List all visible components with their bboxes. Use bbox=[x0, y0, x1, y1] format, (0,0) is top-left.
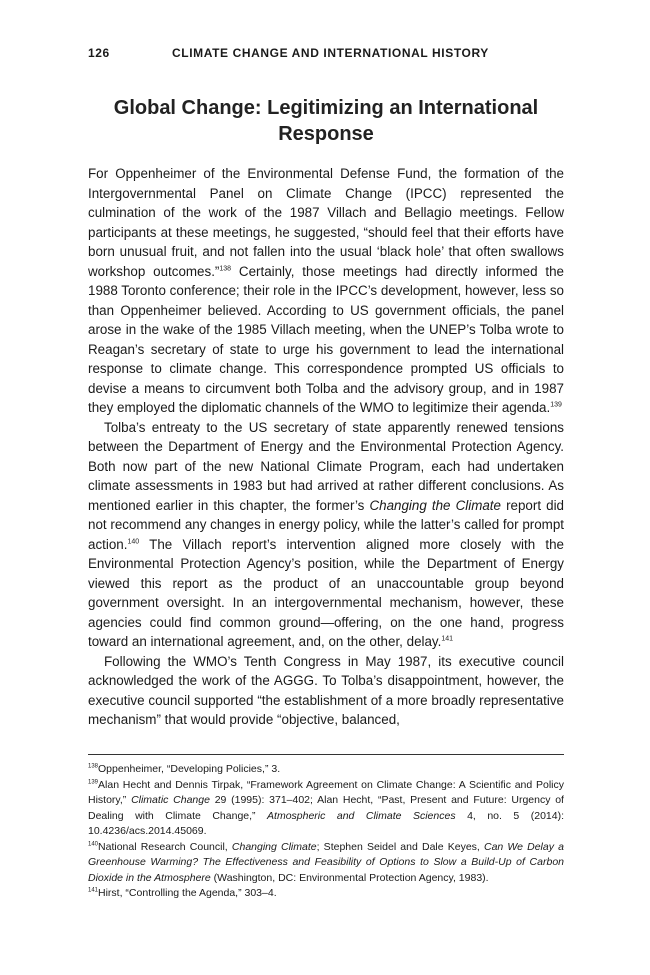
report-title: Changing the Climate bbox=[369, 497, 501, 513]
footnote-number: 138 bbox=[88, 763, 99, 770]
footnote-139 bbox=[88, 778, 564, 840]
footnote-text: Hirst, “Controlling the Agenda,” 303–4. bbox=[98, 887, 277, 899]
footnote-text: 29 (1995): 371–402; Alan Hecht, “Past, Present and Future: Urgency of Dealing with Climate Change,” bbox=[88, 794, 564, 822]
section-heading bbox=[88, 95, 564, 147]
footnote-ref[interactable]: 140 bbox=[127, 538, 140, 546]
footnote-ref[interactable]: 141 bbox=[441, 635, 454, 643]
body-text bbox=[88, 164, 564, 730]
footnote-text: (Washington, DC: Environmental Protection Agency, 1983). bbox=[210, 871, 489, 884]
footnote-divider bbox=[88, 754, 564, 755]
running-title: CLIMATE CHANGE AND INTERNATIONAL HISTORY bbox=[172, 46, 489, 60]
paragraph-text: The Villach report’s intervention aligned more closely with the Environmental Protection Agency’s position, while the Department of Energy viewed this report as the product of an unaccountable group beyond government oversight. In an intergovernmental mechanism, however, these agencies could find common ground—offering, on the one hand, progress toward an international agreement, and, on the other, delay. bbox=[88, 536, 564, 649]
book-title: Changing Climate bbox=[231, 840, 317, 853]
footnote-text: Oppenheimer, “Developing Policies,” 3. bbox=[98, 763, 281, 775]
paragraph-2 bbox=[88, 418, 564, 652]
paragraph-1 bbox=[88, 164, 564, 418]
footnote-140 bbox=[88, 840, 564, 887]
section-heading-line-2: Response bbox=[278, 123, 374, 145]
journal-title: Atmospheric and Climate Sciences bbox=[267, 809, 456, 822]
footnote-ref[interactable]: 139 bbox=[550, 401, 562, 409]
paragraph-text: Tolba’s entreaty to the US secretary of state apparently renewed tensions between the Department of Energy and the Environmental Protection Agency. Both now part of the new National Climate Program, each had undertaken climate assessments in 1983 but had arrived at rather different conclusions. As mentioned earlier in this chapter, the former’s bbox=[88, 419, 564, 513]
paragraph-text: report did not recommend any changes in energy policy, while the latter’s called for prompt action. bbox=[88, 497, 565, 552]
footnote-ref[interactable]: 138 bbox=[219, 265, 232, 273]
paragraph-text: Certainly, those meetings had directly informed the 1988 Toronto conference; their role in the IPCC’s development, however, less so than Oppenheimer believed. According to US government officials, the panel arose in the wake of the 1985 Villach meeting, when the UNEP’s Tolba wrote to Reagan’s secretary of state to urge his government to lead the international response to climate change. This correspondence prompted US officials to devise a means to circumvent both Tolba and the advisory group, and in 1987 they employed the diplomatic channels of the WMO to legitimize their agenda. bbox=[88, 263, 564, 415]
footnote-141 bbox=[88, 886, 564, 902]
paragraph-3 bbox=[88, 652, 564, 730]
paragraph-text: For Oppenheimer of the Environmental Defense Fund, the formation of the Intergovernmental Panel on Climate Change (IPCC) represented the culmination of the work of the 1987 Villach and Bellagio meetings. Fellow participants at these meetings, he suggested, “should feel that their efforts have born unusual fruit, and not fallen into the usual ‘black hole’ that often swallows workshop outcomes.” bbox=[88, 166, 564, 279]
footnote-138 bbox=[88, 762, 564, 778]
footnote-number: 141 bbox=[88, 887, 99, 894]
footnote-text: 4, no. 5 (2014): 10.4236/acs.2014.45069. bbox=[88, 809, 564, 837]
page-number: 126 bbox=[88, 46, 110, 60]
footnote-text: Alan Hecht and Dennis Tirpak, “Framework Agreement on Climate Change: A Scientific and Policy History,” bbox=[88, 778, 564, 806]
paragraph-text: Following the WMO’s Tenth Congress in May 1987, its executive council acknowledged the work of the AGGG. To Tolba’s disappointment, however, the executive council supported “the establishment of a more broadly representative mechanism” that would provide “objective, balanced, bbox=[88, 653, 564, 727]
footnotes bbox=[88, 762, 564, 902]
footnote-text: ; Stephen Seidel and Dale Keyes, bbox=[316, 840, 484, 853]
footnote-number: 139 bbox=[88, 779, 99, 785]
footnote-number: 140 bbox=[88, 841, 99, 847]
section-heading-line-1: Global Change: Legitimizing an International bbox=[113, 97, 539, 119]
book-title: Can We Delay a Greenhouse Warming? The Effectiveness and Feasibility of Options to Slow a Build-Up of Carbon Dioxide in the Atmosphere bbox=[88, 840, 564, 884]
footnote-text: National Research Council, bbox=[98, 840, 232, 853]
journal-title: Climatic Change bbox=[131, 794, 210, 806]
